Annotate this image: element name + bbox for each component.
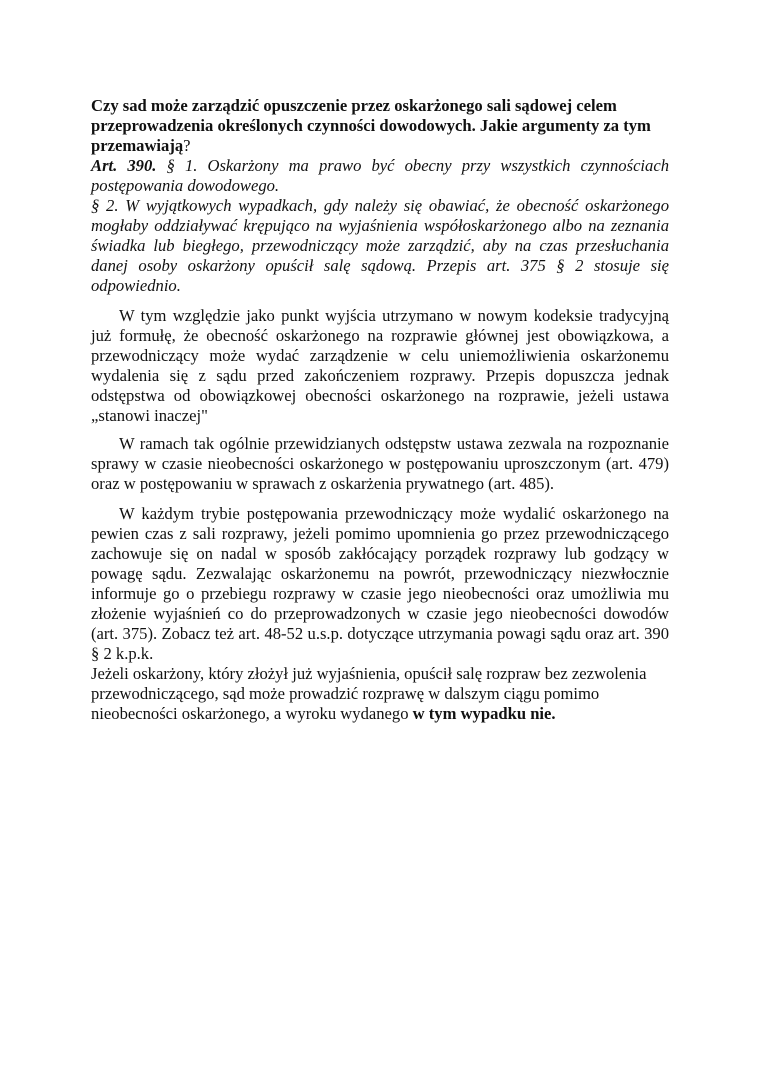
question-mark: ?: [183, 136, 191, 155]
question-text: Czy sad może zarządzić opuszczenie przez oskarżonego sali sądowej celem przeprowadzenia określonych czynności dowodowych. Jakie argumenty za tym przemawiają: [91, 96, 651, 155]
commentary-paragraph-1: W tym względzie jako punkt wyjścia utrzymano w nowym kodeksie tradycyjną już formułę, że obecność oskarżonego na rozprawie głównej jest obowiązkowa, a przewodniczący może wydać zarządzenie w celu uniemożliwienia oskarżonemu wydalenia się z sądu przed zakończeniem rozprawy. Przepis dopuszcza jednak odstępstwa od obowiązkowej obecności oskarżonego na rozprawie, jeżeli ustawa „stanowi inaczej": [91, 306, 669, 425]
article-paragraph-1: [91, 156, 669, 196]
article-label: Art. 390.: [91, 156, 157, 175]
closing-text: Jeżeli oskarżony, który złożył już wyjaśnienia, opuścił salę rozpraw bez zezwolenia przewodniczącego, sąd może prowadzić rozprawę w dalszym ciągu pomimo nieobecności oskarżonego, a wyroku wydanego: [91, 664, 647, 723]
question-heading: [91, 96, 669, 156]
commentary-paragraph-3: W każdym trybie postępowania przewodniczący może wydalić oskarżonego na pewien czas z sali rozprawy, jeżeli pomimo upomnienia go przez przewodniczącego zachowuje się on nadal w sposób zakłócający porządek rozprawy lub godzący w powagę sądu. Zezwalając oskarżonemu na powrót, przewodniczący niezwłocznie informuje go o przebiegu rozprawy w czasie jego nieobecności oraz umożliwia mu złożenie wyjaśnień co do przeprowadzonych w czasie jego nieobecności dowodów (art. 375). Zobacz też art. 48-52 u.s.p. dotyczące utrzymania powagi sądu oraz art. 390 § 2 k.p.k.: [91, 504, 669, 663]
closing-bold-tail: w tym wypadku nie.: [412, 704, 556, 723]
document-content: [91, 96, 669, 724]
commentary-paragraph-2: W ramach tak ogólnie przewidzianych odstępstw ustawa zezwala na rozpoznanie sprawy w czasie nieobecności oskarżonego w postępowaniu uproszczonym (art. 479) oraz w postępowaniu w sprawach z oskarżenia prywatnego (art. 485).: [91, 434, 669, 493]
closing-paragraph: [91, 664, 669, 724]
article-paragraph-1-text: § 1. Oskarżony ma prawo być obecny przy wszystkich czynnościach postępowania dowodowego.: [91, 156, 669, 195]
article-paragraph-2: § 2. W wyjątkowych wypadkach, gdy należy się obawiać, że obecność oskarżonego mogłaby oddziaływać krępująco na wyjaśnienia współoskarżonego albo na zeznania świadka lub biegłego, przewodniczący może zarządzić, aby na czas przesłuchania danej osoby oskarżony opuścił salę sądową. Przepis art. 375 § 2 stosuje się odpowiednio.: [91, 196, 669, 295]
